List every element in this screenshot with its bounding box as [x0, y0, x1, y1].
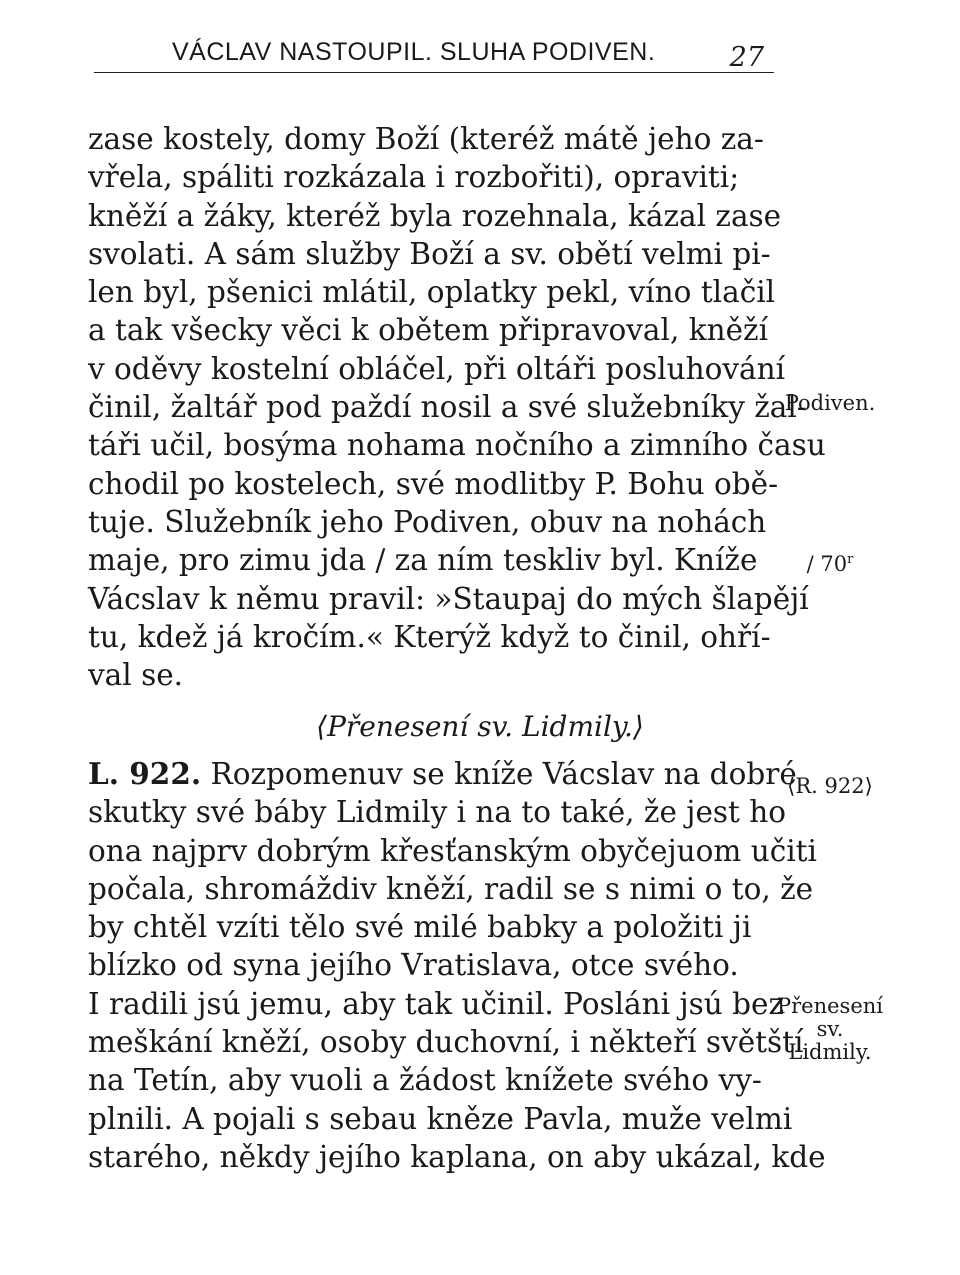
page-number: 27: [729, 42, 764, 73]
text-line: len byl, pšenici mlátil, oplatky pekl, víno tlačil: [88, 275, 776, 310]
text-line: Vácslav k němu pravil: »Staupaj do mých šlapějí: [88, 581, 809, 616]
margin-note-line: Lidmily.: [788, 1040, 872, 1064]
text-line: maje, pro zimu jda / za ním teskliv byl. Kníže: [88, 543, 758, 578]
margin-note-line: sv.: [816, 1017, 844, 1041]
margin-note-year: ⟨R. 922⟩: [787, 774, 873, 798]
margin-note-line: Přenesení: [777, 994, 883, 1018]
text-line: v oděvy kostelní obláčel, při oltáři posluhování: [88, 351, 786, 386]
text-line: počala, shromáždiv kněží, radil se s nimi o to, že: [88, 871, 814, 906]
text-line-rest: Rozpomenuv se kníže Vácslav na dobré: [201, 757, 797, 791]
text-line: tuje. Služebník jeho Podiven, obuv na nohách: [88, 504, 767, 539]
text-line: starého, někdy jejího kaplana, on aby ukázal, kde: [88, 1139, 826, 1174]
text-line: ona najprv dobrým křesťanským obyčejuom učiti: [88, 833, 817, 868]
text-line: táři učil, bosýma nohama nočního a zimního času: [88, 428, 826, 463]
running-title: VÁCLAV NASTOUPIL. SLUHA PODIVEN.: [172, 38, 656, 66]
text-line: zase kostely, domy Boží (kteréž mátě jeho za-: [88, 122, 764, 156]
text-line: kněží a žáky, kteréž byla rozehnala, kázal zase: [88, 198, 782, 233]
margin-note-translation: [770, 995, 890, 1064]
text-line: na Tetín, aby vuoli a žádost knížete svého vy-: [88, 1063, 762, 1098]
margin-note-podiven: Podiven.: [784, 391, 876, 415]
text-line: val se.: [88, 658, 184, 693]
folio-mark: / 70: [806, 552, 848, 576]
text-line: skutky své báby Lidmily i na to také, že jest ho: [88, 795, 787, 830]
section-heading: ⟨Přenesení sv. Lidmily.⟩: [316, 710, 644, 743]
paragraph-2: [88, 755, 826, 1176]
margin-note-folio: [770, 548, 890, 576]
text-line: svolati. A sám služby Boží a sv. obětí velmi pi-: [88, 236, 771, 271]
text-line: by chtěl vzíti tělo své milé babky a položiti ji: [88, 910, 752, 945]
running-header: [94, 32, 774, 73]
text-line: vřela, spáliti rozkázala i rozbořiti), opraviti;: [88, 160, 740, 195]
folio-superscript: r: [847, 552, 854, 567]
text-line: [88, 755, 797, 793]
entry-year: L. 922.: [88, 756, 202, 791]
text-line: blízko od syna jejího Vratislava, otce svého.: [88, 948, 739, 983]
text-line: činil, žaltář pod paždí nosil a své služebníky žal-: [88, 390, 807, 425]
text-line: meškání kněží, osoby duchovní, i někteří světští: [88, 1025, 804, 1060]
text-line: tu, kdež já kročím.« Kterýž když to činil, ohří-: [88, 619, 771, 654]
paragraph-1: [88, 120, 826, 694]
text-line: I radili jsú jemu, aby tak učinil. Posláni jsú bez: [88, 986, 785, 1021]
text-line: chodil po kostelech, své modlitby P. Bohu obě-: [88, 466, 779, 501]
text-line: a tak všecky věci k obětem připravoval, kněží: [88, 313, 769, 348]
text-line: plnili. A pojali s sebau kněze Pavla, muže velmi: [88, 1101, 793, 1136]
